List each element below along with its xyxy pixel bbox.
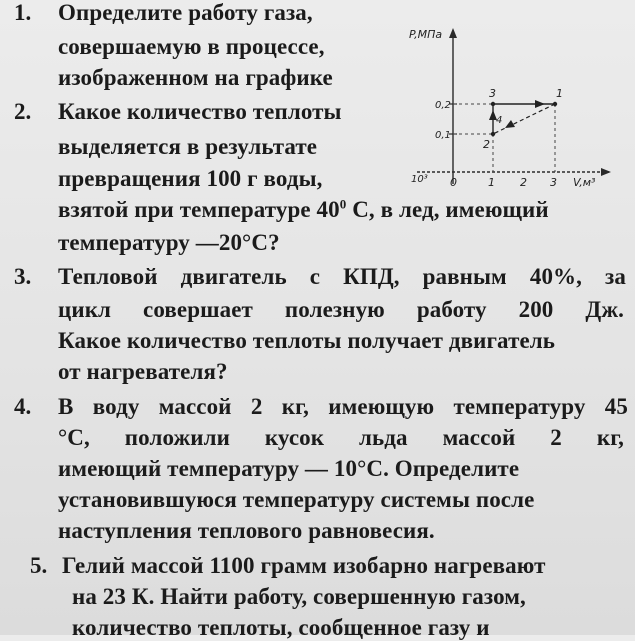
problem-4-line-2 [58,425,624,451]
word: массой [158,394,232,419]
arrow-3-1 [535,100,545,108]
word: КПД, [343,264,400,289]
problem-1-number: 1. [14,0,32,25]
word: полезную [284,297,385,322]
problem-2-line-5: температуру —20°С? [58,230,280,255]
y-axis-arrow [449,28,457,38]
word: Дж. [585,297,624,322]
degree-superscript: 0 [339,196,347,212]
y-tick-0-2: 0,2 [435,100,451,111]
problem-4-number: 4. [14,394,32,419]
problem-3-number: 3. [14,264,32,289]
word: Тепловой [58,264,158,289]
problem-2-line-2: выделяется в результате [58,134,318,159]
word: за [605,264,626,289]
word: °С, [58,425,90,450]
problem-4-line-3: имеющий температуру — 10°С. Определите [58,456,520,481]
problem-2-line-3: превращения 100 г воды, [58,166,323,191]
word: двигатель [180,264,287,289]
word: имеющую [328,394,435,419]
point-3 [491,102,495,106]
arrow-label-4: 4 [496,115,503,126]
word: температуру [453,394,586,419]
point-label-2: 2 [483,138,490,151]
word: цикл [58,297,112,322]
problem-5-line-2: на 23 К. Найти работу, совершенную газом, [72,584,526,609]
x-tick-2: 2 [520,176,527,189]
point-label-3: 3 [489,87,496,100]
x-tick-0: 0 [450,176,457,189]
problem-3-line-4: от нагревателя? [58,359,228,384]
problem-1-line-3: изображенном на графике [58,65,333,90]
problem-5-line-3: количество теплоты, сообщенное газу и [72,615,490,640]
pv-graph [405,24,615,194]
word: кусок [264,425,325,450]
problem-1-line-1: Определите работу газа, [58,0,313,25]
word: воду [92,394,140,419]
problem-3-line-1 [58,264,626,290]
problem-4-line-4: установившуюся температуру системы после [58,487,535,512]
problem-3-line-3: Какое количество теплоты получает двигатель [58,328,556,353]
word: 200 [518,297,554,322]
problem-2-number: 2. [14,99,32,124]
x-axis-left-mark: 10³ [411,174,428,185]
arrow-1-2 [505,120,515,128]
point-2 [491,132,495,136]
word: 2 [250,394,263,419]
word: 40%, [529,264,583,289]
word: совершает [143,297,253,322]
problem-2-line-1: Какое количество теплоты [58,99,342,124]
word: 2 [550,425,562,450]
problem-4-line-5: наступления теплового равновесия. [58,518,435,543]
x-axis-label: V,м³ [573,176,596,189]
word: 45 [604,394,628,419]
word: равным [422,264,507,289]
word: с [309,264,321,289]
x-axis-arrow [601,168,611,176]
word: работу [416,297,487,322]
problem-4-line-1 [58,394,628,420]
problem-3-line-2 [58,297,624,323]
problem-5-number: 5. [30,553,48,578]
word: кг, [281,394,309,419]
problem-2-line-4-text: взятой при температуре 40 [58,197,340,222]
word: положили [124,425,230,450]
word: В [58,394,74,419]
x-tick-3: 3 [550,176,557,189]
word: льда [359,425,408,450]
point-label-1: 1 [556,87,563,100]
word: кг, [596,425,624,450]
problem-5-line-1: Гелий массой 1100 грамм изобарно нагревают [62,553,546,578]
x-tick-1: 1 [488,176,495,189]
problem-2-line-4 [58,197,549,223]
word: массой [442,425,516,450]
y-tick-0-1: 0,1 [435,130,451,141]
point-1 [553,102,557,106]
problem-2-line-4-rest: С, в лед, имеющий [346,197,549,222]
problem-1-line-2: совершаемую в процессе, [58,34,325,59]
y-axis-label: P,МПа [409,28,443,41]
